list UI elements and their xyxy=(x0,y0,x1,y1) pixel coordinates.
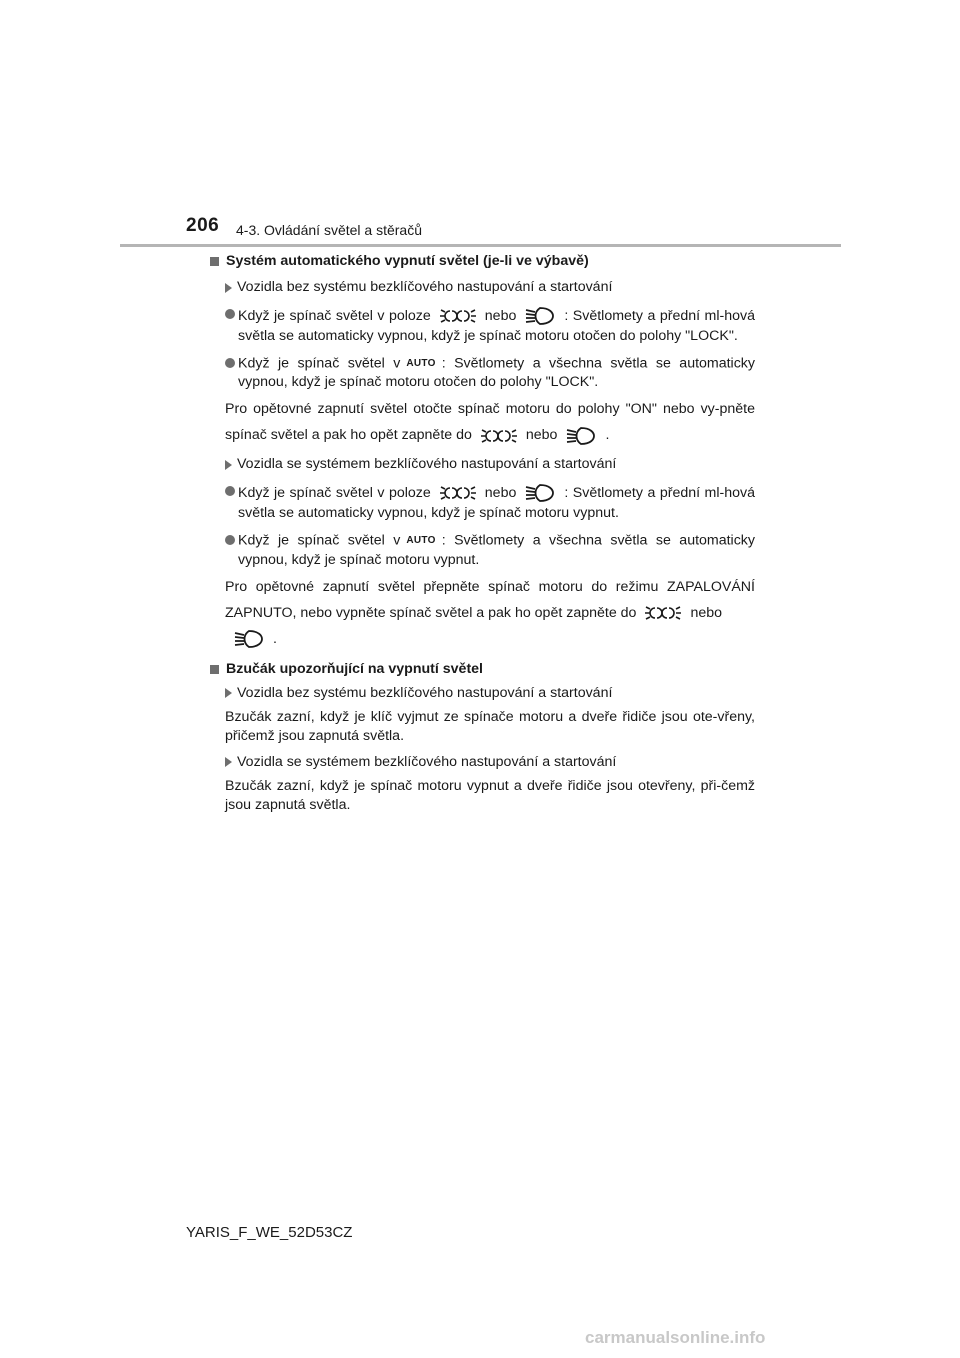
square-bullet-icon xyxy=(210,257,219,266)
headlight-icon xyxy=(565,425,597,447)
triangle-bullet-icon xyxy=(225,688,232,698)
square-bullet-icon xyxy=(210,665,219,674)
list-item: Když je spínač světel v poloze nebo : Světlomety a přední ml-hová světla se automaticky vypnou, když je spínač motoru otočen do polohy "LOCK". xyxy=(210,305,755,346)
paragraph: Bzučák zazní, když je spínač motoru vypnut a dveře řidiče jsou otevřeny, při-čemž jsou zapnutá světla. xyxy=(225,777,755,813)
vehicle-type-with-smart-entry: Vozidla se systémem bezklíčového nastupování a startování xyxy=(210,455,755,474)
circle-bullet-icon xyxy=(225,486,235,496)
tail-light-position-icon xyxy=(439,482,477,504)
paragraph: Bzučák zazní, když je klíč vyjmut ze spínače motoru a dveře řidiče jsou ote-vřeny, přičemž jsou zapnutá světla. xyxy=(225,708,755,744)
vehicle-type-without-smart-entry: Vozidla bez systému bezklíčového nastupování a startování xyxy=(210,278,755,297)
list-item: Když je spínač světel v poloze nebo : Světlomety a přední ml-hová světla se automaticky vypnou, když je spínač motoru vypnut. xyxy=(210,482,755,523)
document-code: YARIS_F_WE_52D53CZ xyxy=(186,1224,353,1241)
headlight-icon xyxy=(524,305,556,327)
header-divider xyxy=(120,244,841,247)
vehicle-type-with-smart-entry: Vozidla se systémem bezklíčového nastupování a startování xyxy=(210,753,755,772)
paragraph: Pro opětovné zapnutí světel otočte spínač motoru do polohy "ON" nebo vy-pněte spínač světel a pak ho opět zapněte do nebo . xyxy=(210,396,755,448)
triangle-bullet-icon xyxy=(225,283,232,293)
triangle-bullet-icon xyxy=(225,757,232,767)
list-item: Když je spínač světel v AUTO : Světlomety a všechna světla se automaticky vypnou, když je spínač motoru vypnut. xyxy=(210,531,755,569)
section-heading-auto-off: Systém automatického vypnutí světel (je-li ve výbavě) xyxy=(210,252,755,271)
auto-light-icon: AUTO xyxy=(406,535,436,547)
tail-light-position-icon xyxy=(644,602,682,624)
circle-bullet-icon xyxy=(225,358,235,368)
triangle-bullet-icon xyxy=(225,460,232,470)
section-heading-buzzer: Bzučák upozorňující na vypnutí světel xyxy=(210,660,755,679)
section-title: 4-3. Ovládání světel a stěračů xyxy=(236,222,422,238)
list-item: Když je spínač světel v AUTO : Světlomety a všechna světla se automaticky vypnou, když je spínač motoru otočen do polohy "LOCK". xyxy=(210,354,755,392)
tail-light-position-icon xyxy=(480,425,518,447)
page-content xyxy=(210,248,755,818)
vehicle-type-without-smart-entry: Vozidla bez systému bezklíčového nastupování a startování xyxy=(210,684,755,703)
watermark: carmanualsonline.info xyxy=(585,1328,766,1347)
paragraph: Pro opětovné zapnutí světel přepněte spínač motoru do režimu ZAPALOVÁNÍ ZAPNUTO, nebo vypněte spínač světel a pak ho opět zapněte do nebo . xyxy=(210,574,755,652)
page-number: 206 xyxy=(186,215,220,236)
auto-light-icon: AUTO xyxy=(406,358,436,369)
headlight-icon xyxy=(233,628,265,650)
circle-bullet-icon xyxy=(225,535,235,545)
tail-light-position-icon xyxy=(439,305,477,327)
headlight-icon xyxy=(524,482,556,504)
circle-bullet-icon xyxy=(225,309,235,319)
